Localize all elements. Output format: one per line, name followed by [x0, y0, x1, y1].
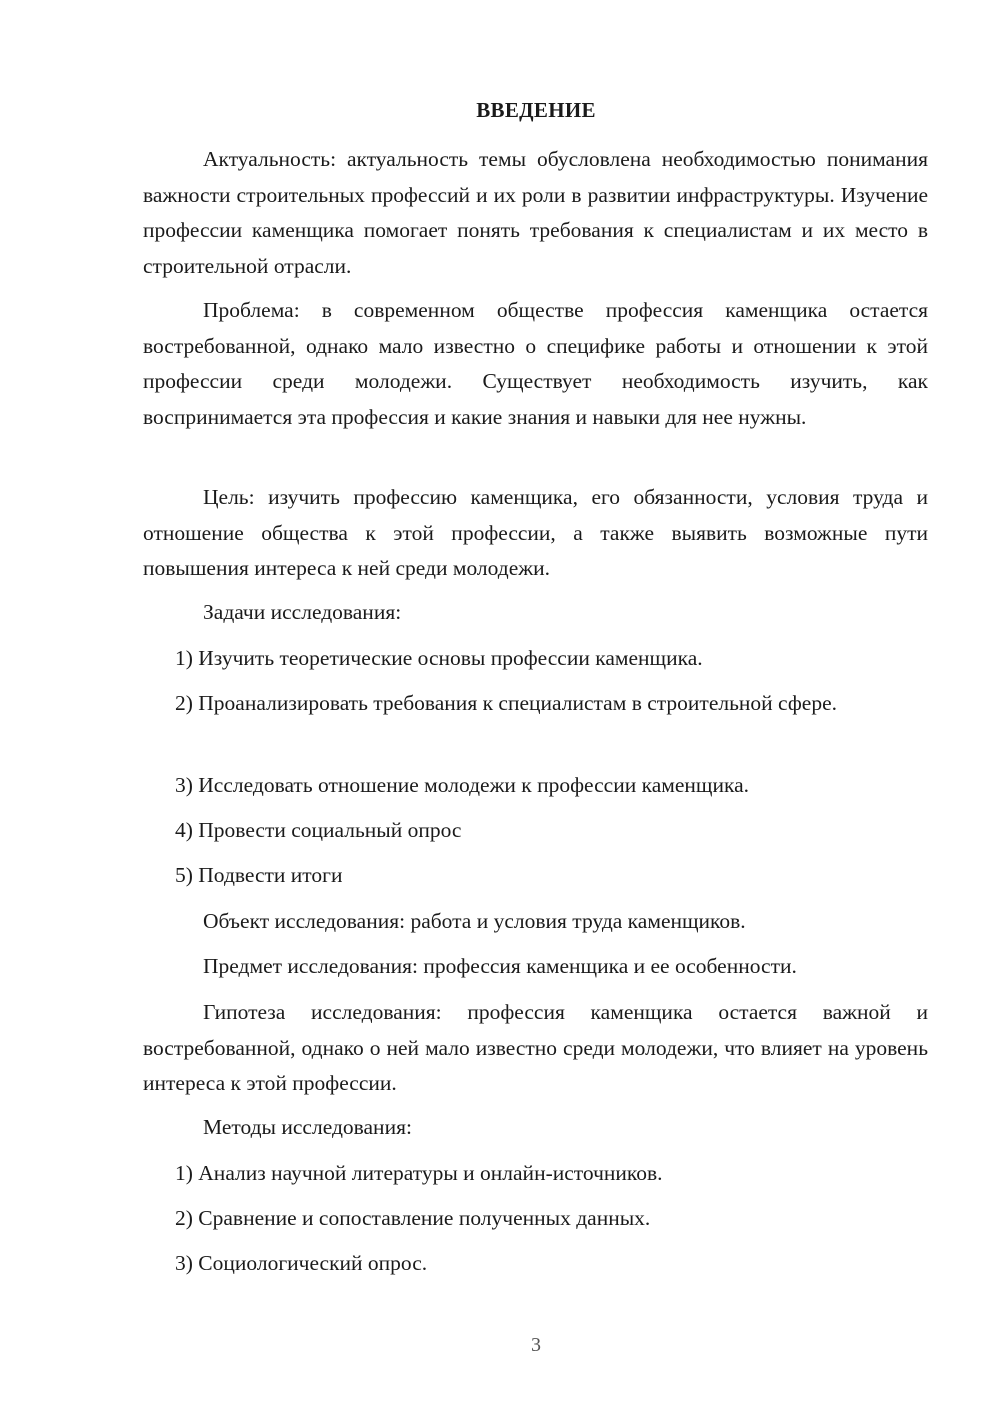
page-number: 3 [531, 1334, 541, 1356]
page-title: ВВЕДЕНИЕ [476, 98, 596, 122]
paragraph-methods-heading: Методы исследования: [203, 1115, 412, 1139]
paragraph-tasks-heading: Задачи исследования: [203, 600, 402, 624]
paragraph-problem: Проблема: в современном обществе профессия каменщика остается востребованной, однако мало известно о специфике работы и отношении к этой профессии среди молодежи. Существует необходимость изучить, как воспринимается эта профессия и какие знания и навыки для нее нужны. [143, 298, 928, 429]
paragraph-object: Объект исследования: работа и условия труда каменщиков. [203, 909, 746, 933]
list-item-task-1: 1) Изучить теоретические основы профессии каменщика. [175, 646, 703, 670]
paragraph-hypothesis: Гипотеза исследования: профессия каменщика остается важной и востребованной, однако о ней мало известно среди молодежи, что влияет на уровень интереса к этой профессии. [143, 1000, 928, 1095]
paragraph-subject: Предмет исследования: профессия каменщика и ее особенности. [203, 954, 797, 978]
list-item-task-5: 5) Подвести итоги [175, 863, 343, 887]
paragraph-goal: Цель: изучить профессию каменщика, его обязанности, условия труда и отношение общества к этой профессии, а также выявить возможные пути повышения интереса к ней среди молодежи. [143, 485, 928, 580]
list-item-task-4: 4) Провести социальный опрос [175, 818, 462, 842]
list-item-method-2: 2) Сравнение и сопоставление полученных данных. [175, 1206, 651, 1230]
list-item-method-3: 3) Социологический опрос. [175, 1251, 428, 1275]
list-item-task-2: 2) Проанализировать требования к специалистам в строительной сфере. [175, 691, 837, 715]
list-item-task-3: 3) Исследовать отношение молодежи к профессии каменщика. [175, 773, 750, 797]
list-item-method-1: 1) Анализ научной литературы и онлайн-источников. [175, 1161, 663, 1185]
paragraph-relevance: Актуальность: актуальность темы обусловлена необходимостью понимания важности строительных профессий и их роли в развитии инфраструктуры. Изучение профессии каменщика помогает понять требования к специалистам и их место в строительной отрасли. [143, 147, 928, 278]
